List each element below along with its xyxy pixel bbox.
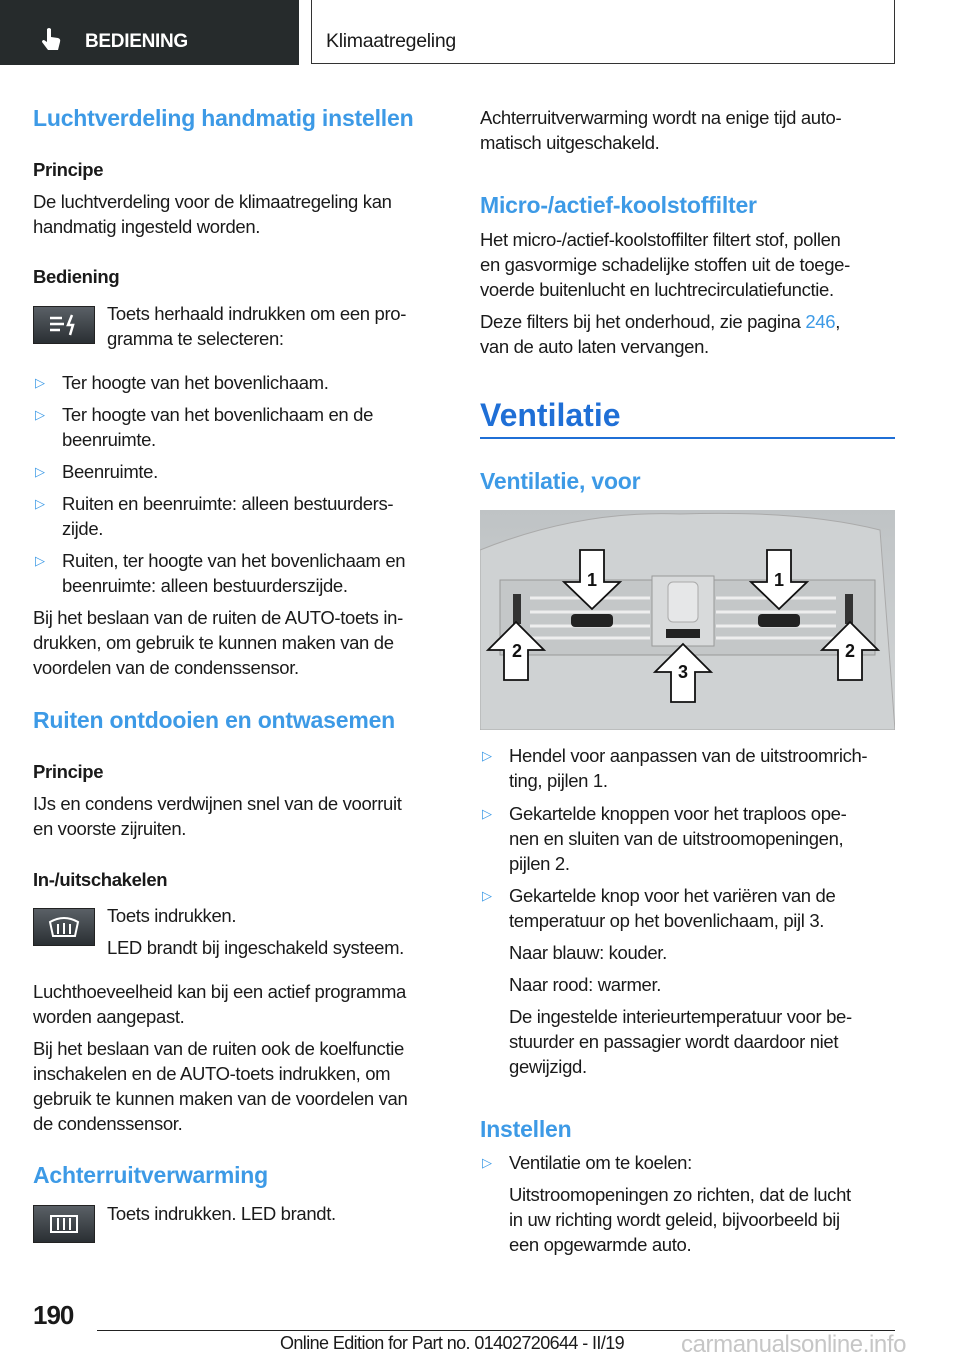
- arrow-label-1-left: 1: [586, 570, 598, 590]
- rood-text: Naar rood: warmer.: [509, 974, 662, 995]
- principe-text: De luchtverdeling voor de klimaatregeling kan handmatig ingesteld worden.: [33, 191, 392, 237]
- arrow-label-2-left: 2: [511, 641, 523, 661]
- principe-label: Principe: [33, 159, 104, 180]
- list-item: ▷ Gekartelde knoppen voor het traploos ope- nen en sluiten van de uitstroomopeningen, pijlen 2.: [482, 803, 847, 874]
- schakelen-label: In-/uitschakelen: [33, 869, 168, 890]
- arrow-label-2-right: 2: [844, 641, 856, 661]
- list-item: ▷ Hendel voor aanpassen van de uitstroomrich- ting, pijlen 1.: [482, 745, 868, 791]
- list-item: ▷ Gekartelde knop voor het variëren van de temperatuur op het bovenlichaam, pijl 3.: [482, 885, 836, 931]
- heading-filter: Micro-/actief-koolstoffilter: [480, 192, 757, 218]
- list-item: ▷ Ruiten, ter hoogte van het bovenlichaam en beenruimte: alleen bestuurderszijde.: [35, 550, 406, 596]
- achterruit-text: Toets indrukken. LED brandt.: [107, 1203, 336, 1224]
- list-item: ▷ Ruiten en beenruimte: alleen bestuurders- zijde.: [35, 493, 394, 539]
- arrow-label-3: 3: [677, 662, 689, 682]
- schakelen-text2: LED brandt bij ingeschakeld systeem.: [107, 937, 404, 958]
- bullet-triangle-icon: ▷: [482, 888, 492, 903]
- heading-ontdooien: Ruiten ontdooien en ontwasemen: [33, 707, 396, 733]
- heading-instellen: Instellen: [480, 1116, 572, 1142]
- watermark: carmanualsonline.info: [681, 1331, 907, 1358]
- bullet-triangle-icon: ▷: [35, 464, 45, 479]
- heading-ventilatie-voor: Ventilatie, voor: [480, 468, 641, 494]
- page-link-246[interactable]: 246: [805, 311, 836, 332]
- heading-ventilatie: Ventilatie: [480, 395, 895, 439]
- schakelen-text1: Toets indrukken.: [107, 905, 237, 926]
- bediening-text: Toets herhaald indrukken om een pro- gramma te selecteren:: [107, 303, 407, 349]
- hand-pointer-icon: [40, 27, 64, 53]
- blauw-text: Naar blauw: kouder.: [509, 942, 667, 963]
- bediening-label: Bediening: [33, 266, 120, 287]
- bullet-triangle-icon: ▷: [482, 748, 492, 763]
- section-title: BEDIENING: [85, 31, 188, 52]
- chapter-title: Klimaatregeling: [326, 30, 456, 52]
- filter-text: Het micro-/actief-koolstoffilter filtert stof, pollen en gasvormige schadelijke stoffen uit de toege- voerde buitenlucht en luchtrecirculatiefunctie.: [480, 229, 850, 300]
- heading-luchtverdeling: Luchtverdeling handmatig instellen: [33, 105, 414, 131]
- bullet-triangle-icon: ▷: [35, 553, 45, 568]
- filter-service-text: Deze filters bij het onderhoud, zie pagina 246, van de auto laten vervangen.: [480, 311, 840, 357]
- bullet-triangle-icon: ▷: [35, 496, 45, 511]
- windshield-defrost-button-icon: [33, 908, 95, 946]
- chapter-header: [311, 0, 895, 64]
- section-header: [0, 0, 299, 65]
- achterruit-auto-text: Achterruitverwarming wordt na enige tijd auto- matisch uitgeschakeld.: [480, 107, 842, 153]
- list-item: ▷ Ter hoogte van het bovenlichaam en de beenruimte.: [35, 404, 374, 450]
- auto-text: Bij het beslaan van de ruiten de AUTO-toets in- drukken, om gebruik te kunnen maken van de voordelen van de condenssensor.: [33, 607, 403, 678]
- front-vent-figure: [480, 510, 895, 730]
- air-distribution-button-icon: [33, 306, 95, 344]
- arrow-label-1-right: 1: [773, 570, 785, 590]
- list-item: ▷ Beenruimte.: [35, 461, 158, 482]
- page-number: 190: [33, 1300, 74, 1330]
- bullet-triangle-icon: ▷: [35, 407, 45, 422]
- principe2-label: Principe: [33, 761, 104, 782]
- edition-text: Online Edition for Part no. 01402720644 - II/19: [280, 1333, 625, 1353]
- principe2-text: IJs en condens verdwijnen snel van de voorruit en voorste zijruiten.: [33, 793, 402, 839]
- rear-window-defrost-button-icon: [33, 1205, 95, 1243]
- koelen-text: Uitstroomopeningen zo richten, dat de lucht in uw richting wordt geleid, bijvoorbeeld bij een opgewarmde auto.: [509, 1184, 851, 1255]
- list-item: ▷ Ventilatie om te koelen:: [482, 1152, 692, 1173]
- heading-achterruit: Achterruitverwarming: [33, 1162, 269, 1188]
- bullet-triangle-icon: ▷: [35, 375, 45, 390]
- koel-text: Bij het beslaan van de ruiten ook de koelfunctie inschakelen en de AUTO-toets indrukken, om gebruik te kunnen maken van de voordelen van de condenssensor.: [33, 1038, 408, 1134]
- bullet-triangle-icon: ▷: [482, 1155, 492, 1170]
- bullet-triangle-icon: ▷: [482, 806, 492, 821]
- list-item: ▷ Ter hoogte van het bovenlichaam.: [35, 372, 329, 393]
- temp-text: De ingestelde interieurtemperatuur voor be- stuurder en passagier wordt daardoor niet gewijzigd.: [509, 1006, 852, 1077]
- lucht-text: Luchthoeveelheid kan bij een actief programma worden aangepast.: [33, 981, 406, 1027]
